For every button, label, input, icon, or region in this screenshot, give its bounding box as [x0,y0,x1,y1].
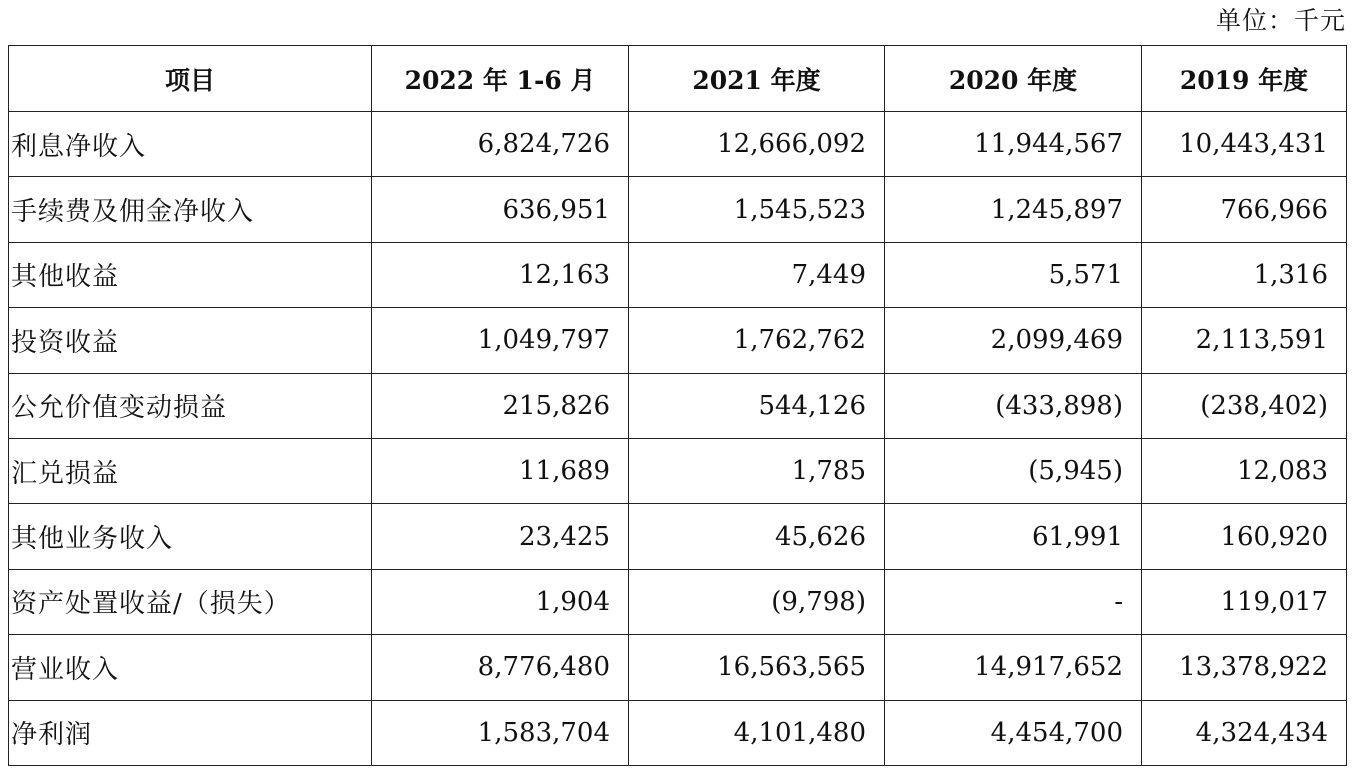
cell-value: 1,049,797 [372,308,629,373]
cell-value: 11,944,567 [885,112,1142,177]
cell-value: 1,762,762 [629,308,885,373]
cell-value: 16,563,565 [629,635,885,700]
table-row [9,635,1347,700]
cell-value: 1,245,897 [885,177,1142,242]
table-row [9,242,1347,307]
cell-value: 766,966 [1142,177,1347,242]
cell-value: 23,425 [372,504,629,569]
table-row [9,438,1347,503]
row-label: 净利润 [9,700,372,765]
table-row [9,700,1347,765]
row-label: 手续费及佣金净收入 [9,177,372,242]
cell-value: 12,666,092 [629,112,885,177]
row-label: 营业收入 [9,635,372,700]
row-label: 公允价值变动损益 [9,373,372,438]
cell-value: 1,316 [1142,242,1347,307]
cell-value: 119,017 [1142,569,1347,634]
cell-value: 4,324,434 [1142,700,1347,765]
cell-value: 1,785 [629,438,885,503]
cell-value: 4,101,480 [629,700,885,765]
row-label: 利息净收入 [9,112,372,177]
row-label: 其他收益 [9,242,372,307]
row-label: 其他业务收入 [9,504,372,569]
cell-value: 61,991 [885,504,1142,569]
header-2021: 2021 年度 [629,46,885,112]
table-row [9,569,1347,634]
cell-value: - [885,569,1142,634]
cell-value: 544,126 [629,373,885,438]
cell-value: 12,083 [1142,438,1347,503]
row-label: 投资收益 [9,308,372,373]
header-2020: 2020 年度 [885,46,1142,112]
unit-label: 单位：千元 [1215,6,1346,35]
cell-value: 45,626 [629,504,885,569]
cell-value: 1,583,704 [372,700,629,765]
cell-value: 1,545,523 [629,177,885,242]
table-header-row [9,46,1347,112]
table-row [9,504,1347,569]
cell-value: 160,920 [1142,504,1347,569]
cell-value: 7,449 [629,242,885,307]
cell-value: 11,689 [372,438,629,503]
cell-value: 215,826 [372,373,629,438]
cell-value: (9,798) [629,569,885,634]
cell-value: 10,443,431 [1142,112,1347,177]
header-2019: 2019 年度 [1142,46,1347,112]
cell-value: 13,378,922 [1142,635,1347,700]
cell-value: 8,776,480 [372,635,629,700]
cell-value: 1,904 [372,569,629,634]
cell-value: (5,945) [885,438,1142,503]
cell-value: 4,454,700 [885,700,1142,765]
cell-value: 636,951 [372,177,629,242]
cell-value: 5,571 [885,242,1142,307]
table-row [9,308,1347,373]
cell-value: 14,917,652 [885,635,1142,700]
row-label: 资产处置收益/（损失） [9,569,372,634]
financial-table [8,45,1347,766]
table-row [9,373,1347,438]
header-item: 项目 [9,46,372,112]
cell-value: 2,113,591 [1142,308,1347,373]
table-row [9,177,1347,242]
cell-value: 12,163 [372,242,629,307]
row-label: 汇兑损益 [9,438,372,503]
header-2022h1: 2022 年 1-6 月 [372,46,629,112]
cell-value: (433,898) [885,373,1142,438]
table-row [9,112,1347,177]
cell-value: (238,402) [1142,373,1347,438]
cell-value: 2,099,469 [885,308,1142,373]
cell-value: 6,824,726 [372,112,629,177]
